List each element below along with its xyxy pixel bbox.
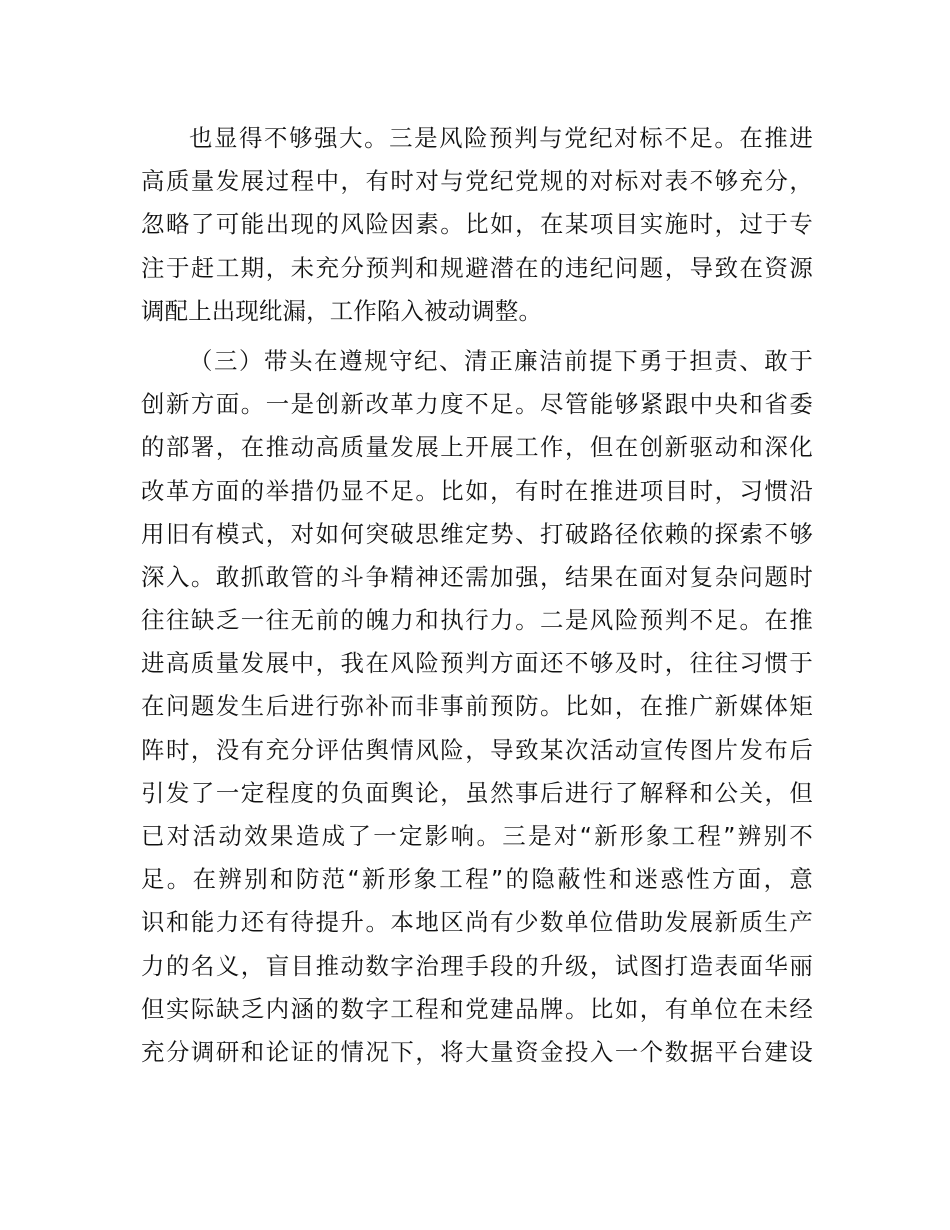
paragraph-gap [141, 333, 813, 340]
body-text [141, 117, 813, 1074]
paragraph-line: 改革方面的举措仍显不足。比如，有时在推进项目时，习惯沿 [141, 476, 813, 505]
paragraph-line: 识和能力还有待提升。本地区尚有少数单位借助发展新质生产 [141, 908, 813, 937]
paragraph-line: 引发了一定程度的负面舆论，虽然事后进行了解释和公关，但 [141, 778, 813, 807]
paragraph-line: 足。在辨别和防范“新形象工程”的隐蔽性和迷惑性方面，意 [141, 865, 813, 894]
paragraph-line: 注于赶工期，未充分预判和规避潜在的违纪问题，导致在资源 [141, 253, 813, 282]
paragraph-line: 的部署，在推动高质量发展上开展工作，但在创新驱动和深化 [141, 433, 813, 462]
paragraph-line: 阵时，没有充分评估舆情风险，导致某次活动宣传图片发布后 [141, 735, 813, 764]
paragraph-line: 往往缺乏一往无前的魄力和执行力。二是风险预判不足。在推 [141, 606, 813, 635]
paragraph-line: 忽略了可能出现的风险因素。比如，在某项目实施时，过于专 [141, 210, 813, 239]
paragraph-line: 高质量发展过程中，有时对与党纪党规的对标对表不够充分， [141, 167, 813, 196]
paragraph-line: 也显得不够强大。三是风险预判与党纪对标不足。在推进 [189, 124, 813, 152]
paragraph-line: 用旧有模式，对如何突破思维定势、打破路径依赖的探索不够 [141, 519, 813, 548]
paragraph-line: 在问题发生后进行弥补而非事前预防。比如，在推广新媒体矩 [141, 692, 813, 721]
paragraph-line: 已对活动效果造成了一定影响。三是对“新形象工程”辨别不 [141, 822, 813, 850]
paragraph-line: 力的名义，盲目推动数字治理手段的升级，试图打造表面华丽 [141, 951, 813, 980]
paragraph-line: 充分调研和论证的情况下，将大量资金投入一个数据平台建设 [141, 1037, 813, 1066]
paragraph-1 [141, 117, 813, 333]
paragraph-2 [141, 340, 813, 1074]
paragraph-line: 但实际缺乏内涵的数字工程和党建品牌。比如，有单位在未经 [141, 994, 813, 1023]
paragraph-line: （三）带头在遵规守纪、清正廉洁前提下勇于担责、敢于 [189, 346, 813, 375]
paragraph-line: 创新方面。一是创新改革力度不足。尽管能够紧跟中央和省委 [141, 390, 813, 419]
paragraph-line: 调配上出现纰漏，工作陷入被动调整。 [141, 296, 543, 325]
paragraph-line: 进高质量发展中，我在风险预判方面还不够及时，往往习惯于 [141, 649, 813, 678]
paragraph-line: 深入。敢抓敢管的斗争精神还需加强，结果在面对复杂问题时 [141, 562, 813, 591]
